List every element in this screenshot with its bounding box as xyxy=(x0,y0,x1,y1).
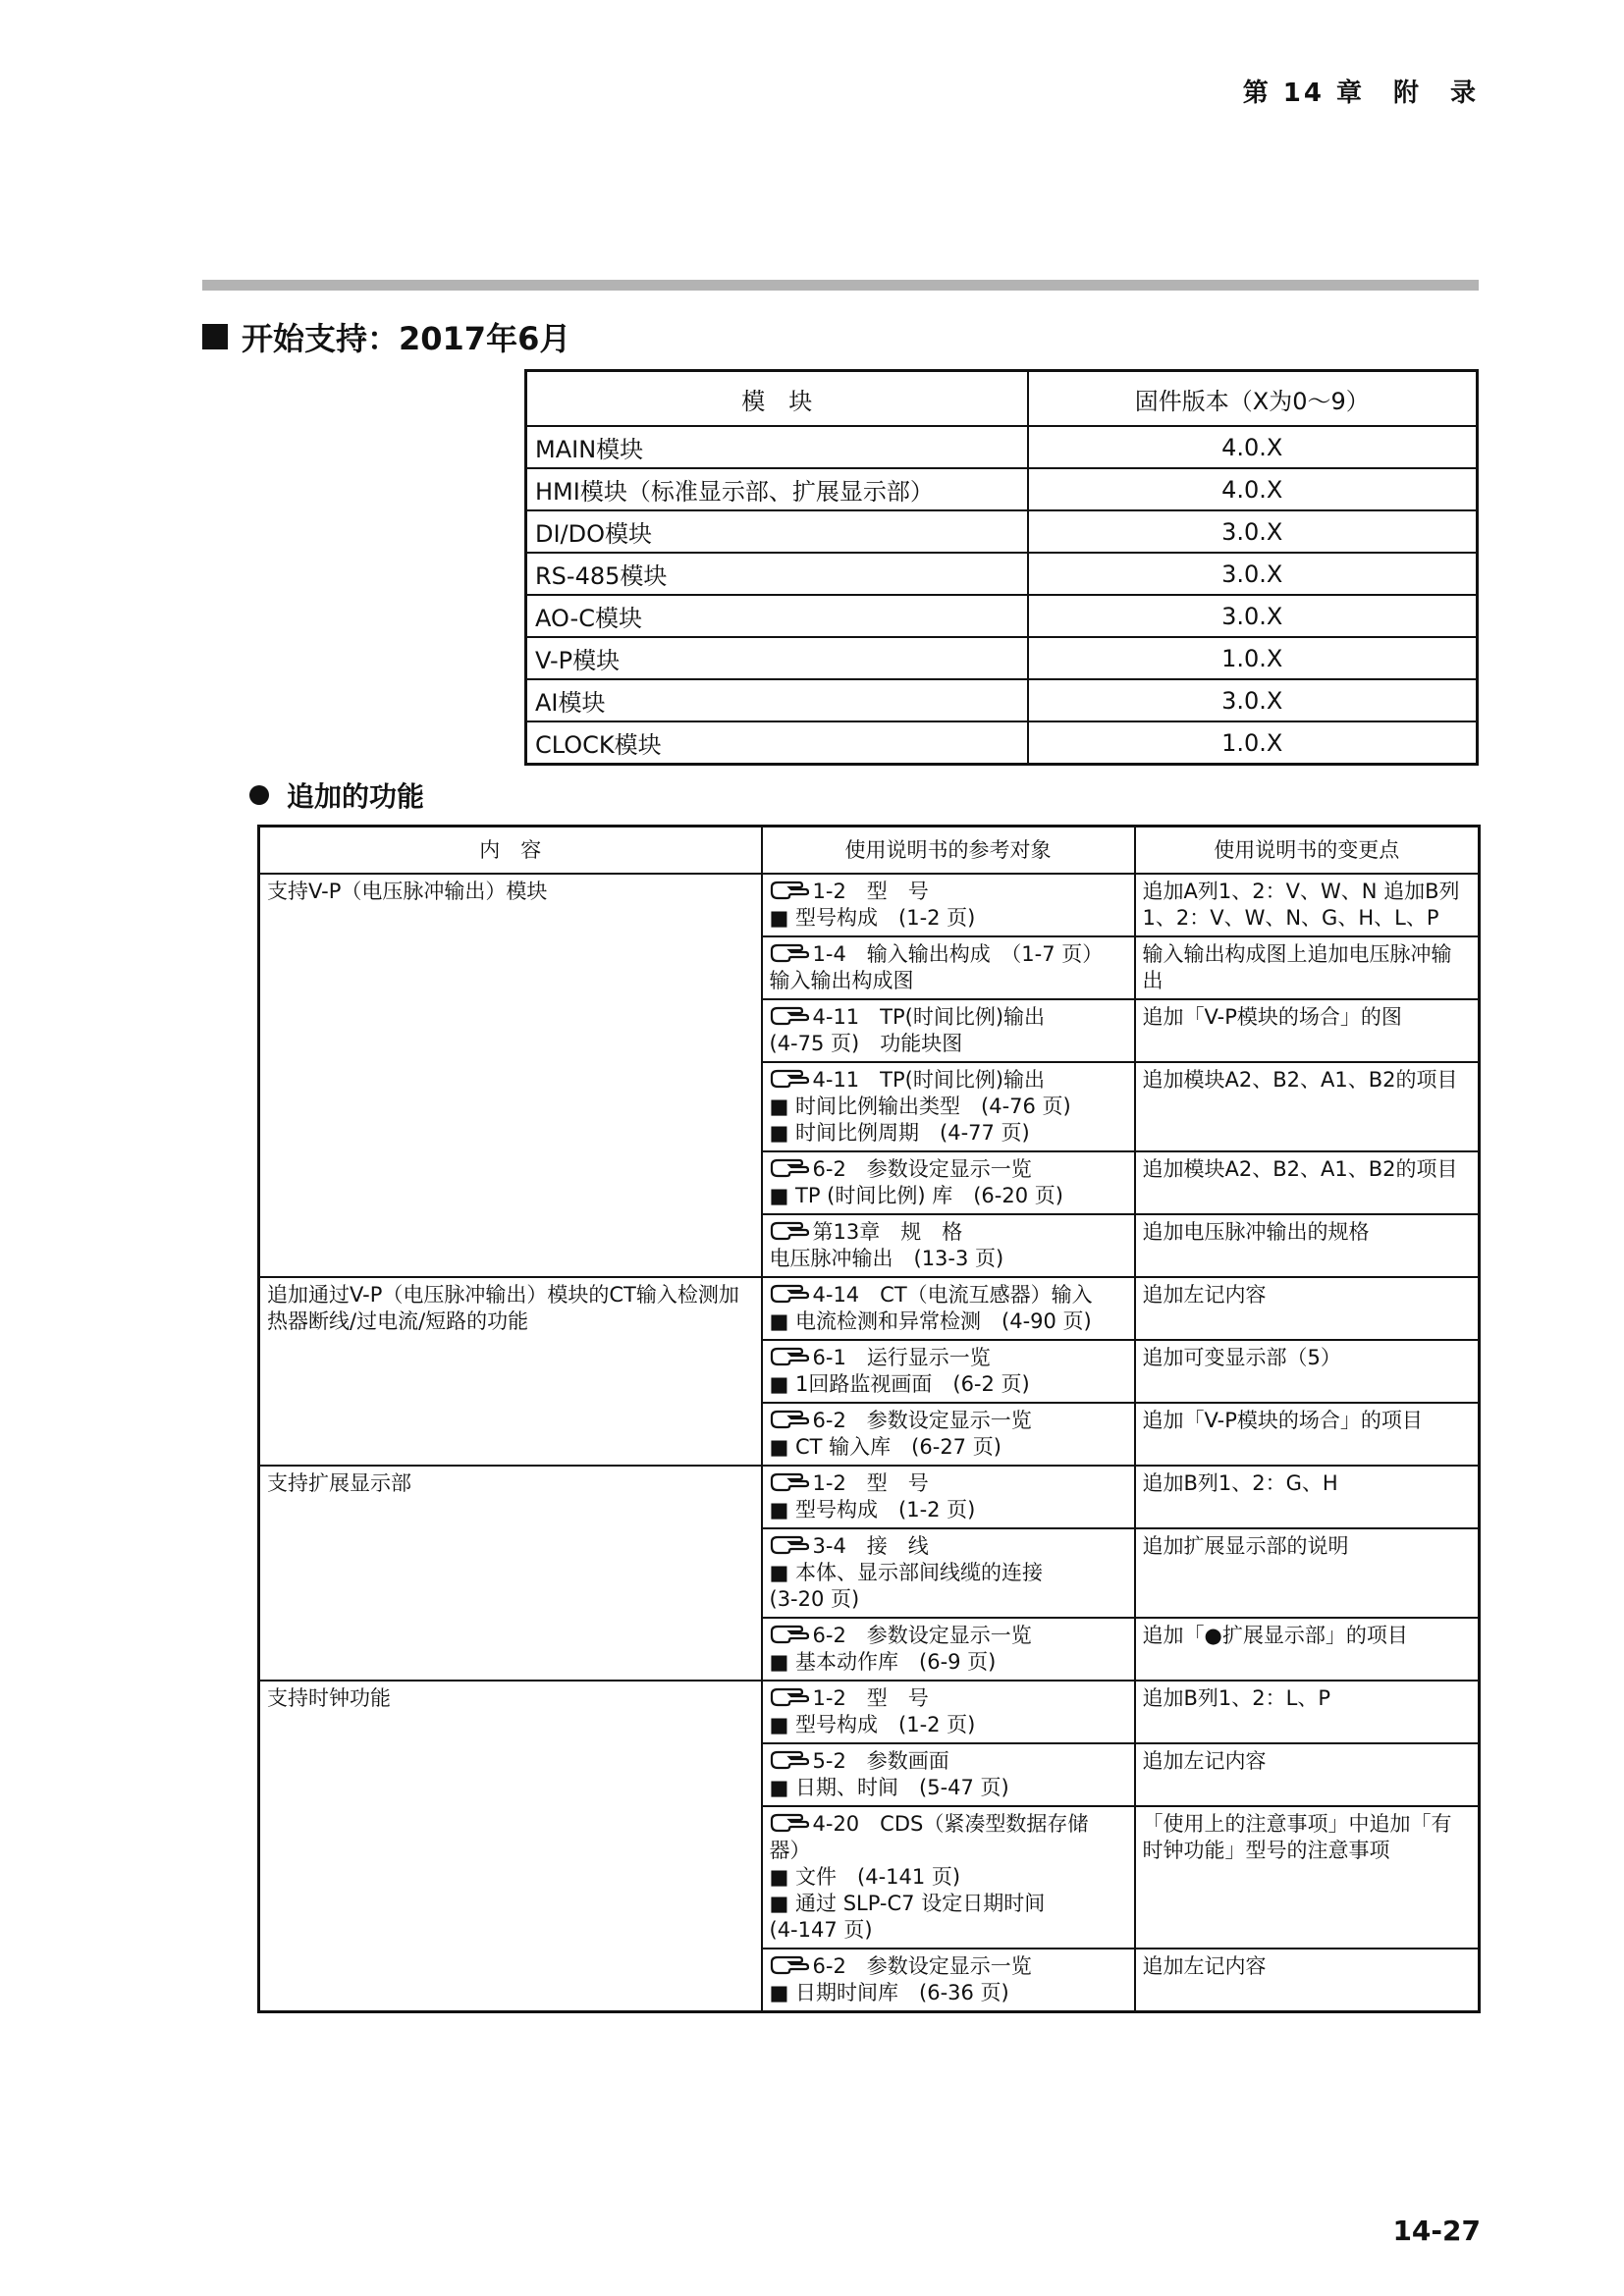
manual-reference-cell xyxy=(762,1340,1135,1403)
manual-reference-cell xyxy=(762,1151,1135,1214)
pointing-hand-icon xyxy=(770,1283,809,1305)
manual-reference-cell xyxy=(762,1949,1135,2012)
table-row xyxy=(259,1681,1480,1743)
manual-reference: 4-20 CDS（紧凑型数据存储器） ■ 文件 (4-141 页) ■ 通过 SLP-C7 设定日期时间 (4-147 页) xyxy=(769,1812,1089,1942)
manual-reference-cell xyxy=(762,1681,1135,1743)
added-features-table xyxy=(257,825,1481,2013)
manual-change: 追加模块A2、B2、A1、B2的项目 xyxy=(1135,1151,1480,1214)
module-name: CLOCK模块 xyxy=(526,721,1028,765)
manual-change: 追加「V-P模块的场合」的项目 xyxy=(1135,1403,1480,1466)
manual-reference-cell xyxy=(762,1466,1135,1528)
section-divider xyxy=(202,280,1479,291)
pointing-hand-icon xyxy=(770,1954,809,1976)
manual-change: 追加电压脉冲输出的规格 xyxy=(1135,1214,1480,1277)
manual-reference-cell xyxy=(762,1743,1135,1806)
black-square-icon xyxy=(202,324,228,349)
pointing-hand-icon xyxy=(770,942,809,964)
pointing-hand-icon xyxy=(770,880,809,901)
manual-reference-cell xyxy=(762,999,1135,1062)
module-name: DI/DO模块 xyxy=(526,510,1028,553)
manual-reference: 4-14 CT（电流互感器）输入 ■ 电流检测和异常检测 (4-90 页) xyxy=(769,1283,1093,1333)
pointing-hand-icon xyxy=(770,1005,809,1027)
module-name: AI模块 xyxy=(526,679,1028,721)
module-name: AO-C模块 xyxy=(526,595,1028,637)
feature-content: 追加通过V-P（电压脉冲输出）模块的CT输入检测加热器断线/过电流/短路的功能 xyxy=(259,1277,762,1466)
module-firmware-table xyxy=(524,369,1479,766)
manual-change: 「使用上的注意事项」中追加「有时钟功能」型号的注意事项 xyxy=(1135,1806,1480,1949)
pointing-hand-icon xyxy=(770,1346,809,1367)
pointing-hand-icon xyxy=(770,1812,809,1834)
section-title xyxy=(202,314,570,359)
manual-change: 追加可变显示部（5） xyxy=(1135,1340,1480,1403)
manual-change: 追加A列1、2：V、W、N 追加B列1、2：V、W、N、G、H、L、P xyxy=(1135,874,1480,936)
manual-reference: 3-4 接 线 ■ 本体、显示部间线缆的连接 (3-20 页) xyxy=(769,1534,1044,1611)
pointing-hand-icon xyxy=(770,1220,809,1242)
table-row xyxy=(526,679,1478,721)
manual-change: 追加左记内容 xyxy=(1135,1743,1480,1806)
manual-reference: 1-2 型 号 ■ 型号构成 (1-2 页) xyxy=(769,880,976,930)
column-header-version: 固件版本（X为0～9） xyxy=(1028,371,1478,427)
table-header-row xyxy=(259,827,1480,875)
firmware-version: 3.0.X xyxy=(1028,595,1478,637)
module-name: HMI模块（标准显示部、扩展显示部） xyxy=(526,468,1028,510)
manual-change: 追加B列1、2：L、P xyxy=(1135,1681,1480,1743)
manual-change: 追加左记内容 xyxy=(1135,1949,1480,2012)
pointing-hand-icon xyxy=(770,1157,809,1179)
feature-content: 支持扩展显示部 xyxy=(259,1466,762,1681)
pointing-hand-icon xyxy=(770,1409,809,1430)
manual-reference-cell xyxy=(762,1806,1135,1949)
section-title-text: 开始支持：2017年6月 xyxy=(242,320,571,357)
pointing-hand-icon xyxy=(770,1534,809,1556)
pointing-hand-icon xyxy=(770,1068,809,1090)
manual-reference: 1-4 输入输出构成 （1-7 页） 输入输出构成图 xyxy=(769,942,1113,992)
table-row xyxy=(526,468,1478,510)
subsection-title xyxy=(249,775,424,815)
manual-reference-cell xyxy=(762,874,1135,936)
manual-change: 追加模块A2、B2、A1、B2的项目 xyxy=(1135,1062,1480,1151)
manual-reference-cell xyxy=(762,1403,1135,1466)
manual-reference-cell xyxy=(762,1062,1135,1151)
firmware-version: 3.0.X xyxy=(1028,553,1478,595)
features-table-body xyxy=(259,874,1480,2012)
manual-reference: 6-2 参数设定显示一览 ■ 日期时间库 (6-36 页) xyxy=(769,1954,1032,2004)
column-header-module: 模 块 xyxy=(526,371,1028,427)
manual-change: 输入输出构成图上追加电压脉冲输出 xyxy=(1135,936,1480,999)
table-row xyxy=(526,721,1478,765)
manual-reference: 第13章 规 格 电压脉冲输出 (13-3 页) xyxy=(769,1220,1004,1270)
firmware-version: 3.0.X xyxy=(1028,510,1478,553)
manual-reference: 1-2 型 号 ■ 型号构成 (1-2 页) xyxy=(769,1686,976,1736)
table-row xyxy=(259,874,1480,936)
manual-reference-cell xyxy=(762,1618,1135,1681)
manual-reference: 5-2 参数画面 ■ 日期、时间 (5-47 页) xyxy=(769,1749,1009,1799)
firmware-version: 4.0.X xyxy=(1028,468,1478,510)
module-name: MAIN模块 xyxy=(526,426,1028,468)
manual-reference: 4-11 TP(时间比例)输出 ■ 时间比例输出类型 (4-76 页) ■ 时间比例周期 (4-77 页) xyxy=(769,1068,1071,1145)
bullet-dot-icon xyxy=(249,785,269,805)
manual-reference: 1-2 型 号 ■ 型号构成 (1-2 页) xyxy=(769,1471,976,1522)
manual-reference-cell xyxy=(762,1277,1135,1340)
column-header-content: 内 容 xyxy=(259,827,762,875)
table-row xyxy=(526,637,1478,679)
table-row xyxy=(259,1466,1480,1528)
manual-change: 追加「V-P模块的场合」的图 xyxy=(1135,999,1480,1062)
pointing-hand-icon xyxy=(770,1471,809,1493)
manual-change: 追加「●扩展显示部」的项目 xyxy=(1135,1618,1480,1681)
manual-reference-cell xyxy=(762,936,1135,999)
manual-change: 追加扩展显示部的说明 xyxy=(1135,1528,1480,1618)
manual-reference: 6-2 参数设定显示一览 ■ CT 输入库 (6-27 页) xyxy=(769,1409,1032,1459)
table-row xyxy=(526,510,1478,553)
pointing-hand-icon xyxy=(770,1749,809,1771)
manual-reference: 4-11 TP(时间比例)输出 (4-75 页) 功能块图 xyxy=(769,1005,1046,1055)
table-row xyxy=(259,1277,1480,1340)
column-header-reference: 使用说明书的参考对象 xyxy=(762,827,1135,875)
table-row xyxy=(526,426,1478,468)
firmware-version: 1.0.X xyxy=(1028,637,1478,679)
table-row xyxy=(526,553,1478,595)
chapter-header: 第 14 章 附 录 xyxy=(1242,79,1479,108)
module-table-body xyxy=(526,426,1478,765)
manual-reference-cell xyxy=(762,1214,1135,1277)
subsection-title-text: 追加的功能 xyxy=(287,780,425,813)
firmware-version: 3.0.X xyxy=(1028,679,1478,721)
column-header-change: 使用说明书的变更点 xyxy=(1135,827,1480,875)
firmware-version: 4.0.X xyxy=(1028,426,1478,468)
firmware-version: 1.0.X xyxy=(1028,721,1478,765)
table-row xyxy=(526,595,1478,637)
feature-content: 支持时钟功能 xyxy=(259,1681,762,2012)
module-name: V-P模块 xyxy=(526,637,1028,679)
manual-change: 追加左记内容 xyxy=(1135,1277,1480,1340)
feature-content: 支持V-P（电压脉冲输出）模块 xyxy=(259,874,762,1277)
manual-reference: 6-1 运行显示一览 ■ 1回路监视画面 (6-2 页) xyxy=(769,1346,1030,1396)
manual-reference-cell xyxy=(762,1528,1135,1618)
pointing-hand-icon xyxy=(770,1624,809,1645)
module-name: RS-485模块 xyxy=(526,553,1028,595)
manual-reference: 6-2 参数设定显示一览 ■ TP (时间比例) 库 (6-20 页) xyxy=(769,1157,1063,1207)
page-number: 14-27 xyxy=(1392,2215,1481,2247)
table-header-row xyxy=(526,371,1478,427)
manual-reference: 6-2 参数设定显示一览 ■ 基本动作库 (6-9 页) xyxy=(769,1624,1032,1674)
manual-change: 追加B列1、2：G、H xyxy=(1135,1466,1480,1528)
pointing-hand-icon xyxy=(770,1686,809,1708)
